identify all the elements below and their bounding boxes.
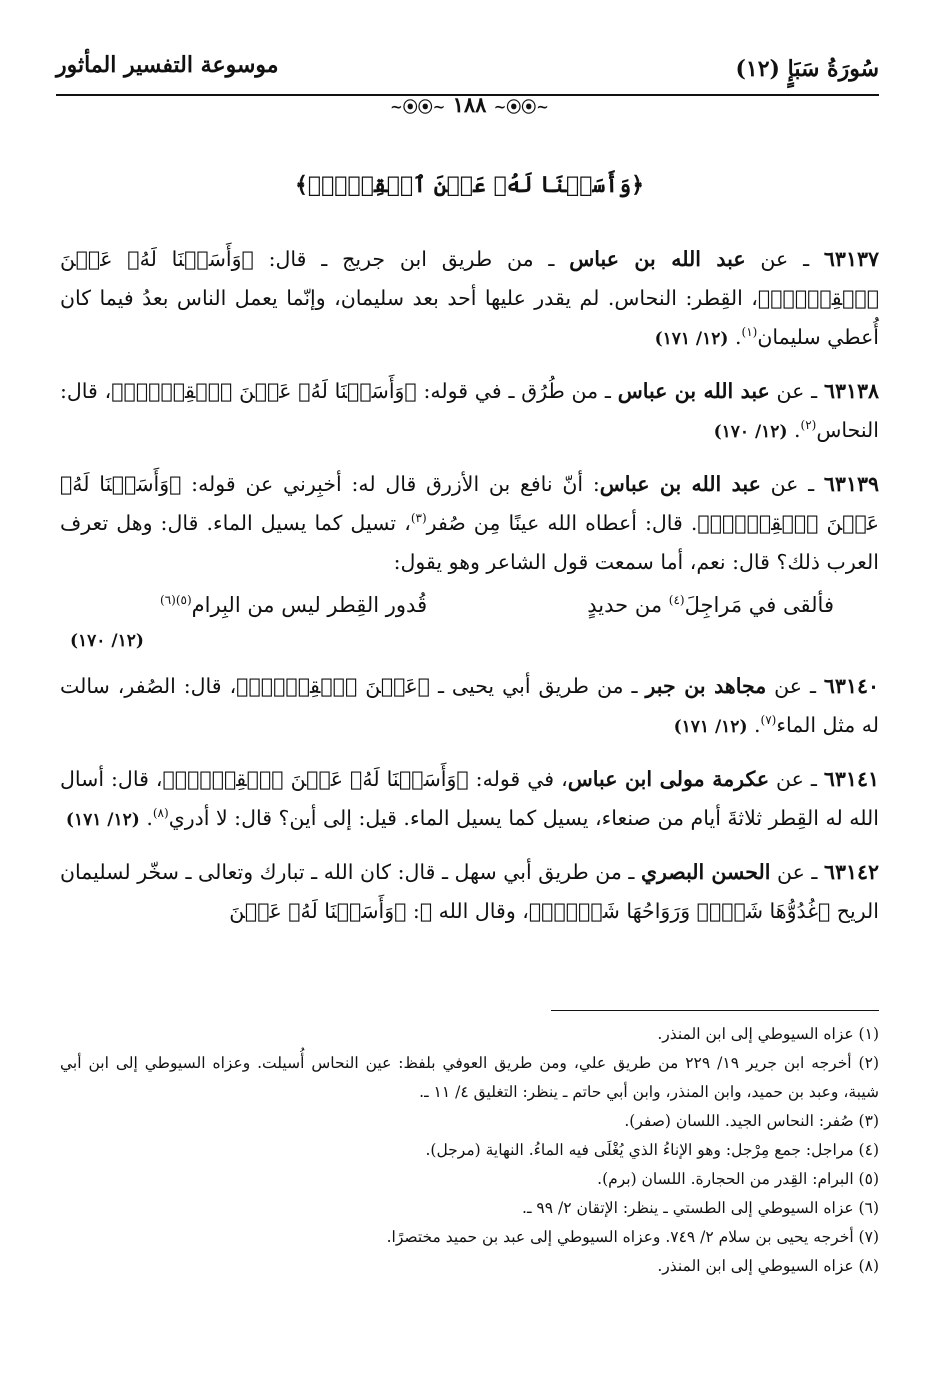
page-number-row [0, 92, 939, 117]
entry-text: . [787, 418, 801, 442]
footnote-rule [551, 1010, 879, 1011]
entry-number: ٦٣١٣٨ [823, 379, 879, 403]
entry-text: . [747, 713, 761, 737]
entry-text: : أنّ نافع بن الأزرق قال له: أخبِرني عن قوله: ﴿وَأَسَلۡنَا لَهُۥ عَيۡنَ ٱلۡقِطۡرِۖ﴾. قال: أعطاه الله عينًا مِن صُفر [60, 472, 879, 535]
footnote-5: (٥) البرام: القِدر من الحجارة. اللسان (برم). [597, 1170, 879, 1188]
entry-63137 [60, 240, 879, 359]
entry-text: . [728, 325, 742, 349]
footnote-marker: (١) [741, 325, 758, 340]
narrator-name: مجاهد بن جبر [645, 674, 767, 698]
narrator-name: عبد الله بن عباس [569, 247, 746, 271]
main-text [60, 240, 879, 946]
entry-text: ـ من طريق أبي يحيى ـ ﴿عَيۡنَ ٱلۡقِطۡرِۖ﴾، قال: الصُفر، سالت له مثل الماء [60, 674, 879, 737]
footnote-3: (٣) صُفر: النحاس الجيد. اللسان (صفر). [624, 1112, 879, 1130]
entry-text: ـ عن [766, 674, 824, 698]
footnotes [60, 1020, 879, 1281]
entry-number: ٦٣١٣٧ [823, 247, 879, 271]
footnote-marker: (٤) [668, 593, 685, 607]
entry-63140 [60, 667, 879, 747]
poem-second-hemistich [160, 586, 427, 625]
entry-text: ـ عن [770, 860, 824, 884]
entry-text: ـ من طريق أبي سهل ـ قال: كان الله ـ تبارك وتعالى ـ سخّر لسليمان الريح ﴿غُدُوُّهَا شَهۡرٞ وَرَوَاحُهَا شَهۡرٞۖ﴾، وقال الله ﷻ: ﴿وَأَسَلۡنَا لَهُۥ عَيۡنَ [60, 860, 879, 923]
entry-number: ٦٣١٣٩ [823, 472, 879, 496]
surah-title: سُورَةُ سَبَإٍ (١٢) [735, 56, 879, 82]
poem-text: قُدور القِطر ليس من البِرام [191, 593, 428, 617]
poem-text: من حديدٍ [587, 593, 669, 617]
footnote-marker: (٧) [760, 713, 777, 728]
entry-text: ـ عن [745, 247, 824, 271]
footnote-6: (٦) عزاه السيوطي إلى الطستي ـ ينظر: الإتقان ٢/ ٩٩ ـ. [522, 1199, 879, 1217]
footnote-8: (٨) عزاه السيوطي إلى ابن المنذر. [657, 1257, 879, 1275]
book-title: موسوعة التفسير المأثور [56, 52, 279, 78]
footnote-4: (٤) مراجل: جمع مِرْجل: وهو الإناءُ الذي يُغْلَى فيه الماءُ. النهاية (مرجل). [425, 1141, 879, 1159]
entry-63142 [60, 853, 879, 933]
entry-text: ـ عن [769, 379, 824, 403]
entry-number: ٦٣١٤٢ [823, 860, 879, 884]
entry-text: ـ عن [769, 767, 824, 791]
narrator-name: عبد الله بن عباس [599, 472, 761, 496]
narrator-name: عبد الله بن عباس [617, 379, 770, 403]
footnote-marker: (٢) [800, 418, 817, 433]
footnote-marker: (٣) [410, 511, 427, 526]
volume-reference: (١٢/ ١٧١) [65, 810, 140, 830]
volume-reference: (١٢/ ١٧١) [673, 717, 748, 737]
entry-text: ـ من طُرُق ـ في قوله: ﴿وَأَسَلۡنَا لَهُۥ عَيۡنَ ٱلۡقِطۡرِۖ﴾، قال: النحاس [60, 379, 879, 442]
entry-text: ، تسيل كما يسيل الماء. قال: وهل تعرف العرب ذلك؟ قال: نعم، أما سمعت قول الشاعر وهو يقول: [60, 511, 879, 574]
entry-text: ـ من طريق ابن جريج ـ قال: ﴿وَأَسَلۡنَا لَهُۥ عَيۡنَ ٱلۡقِطۡرِۖ﴾، القِطر: النحاس. لم يقدر عليها أحد بعد سليمان، وإنّما يعمل الناس بعدُ فيما كان أُعطي سليمان [60, 247, 879, 349]
volume-reference: (١٢/ ١٧٠) [713, 422, 788, 442]
volume-reference: (١٢/ ١٧١) [654, 329, 729, 349]
poem-verse [60, 586, 879, 628]
footnote-marker: (٥)(٦) [160, 593, 192, 607]
narrator-name: عكرمة مولى ابن عباس [567, 767, 770, 791]
ornament-left-icon: ~⦿⦿~ [390, 98, 446, 116]
ornament-right-icon: ~⦿⦿~ [493, 98, 549, 116]
entry-number: ٦٣١٤٠ [823, 674, 879, 698]
page-number: ١٨٨ [452, 92, 487, 117]
verse-heading: ﴿وَأَسَلۡنَا لَهُۥ عَيۡنَ ٱلۡقِطۡرِۖ﴾ [295, 172, 644, 198]
entry-number: ٦٣١٤١ [823, 767, 879, 791]
footnote-1: (١) عزاه السيوطي إلى ابن المنذر. [657, 1025, 879, 1043]
footnote-7: (٧) أخرجه يحيى بن سلام ٢/ ٧٤٩. وعزاه السيوطي إلى عبد بن حميد مختصرًا. [386, 1228, 879, 1246]
narrator-name: الحسن البصري [640, 860, 771, 884]
poem-first-hemistich [587, 586, 834, 625]
entry-63138 [60, 372, 879, 452]
volume-reference: (١٢/ ١٧٠) [70, 631, 144, 651]
entry-63141 [60, 760, 879, 840]
poem-text: فألقى في مَراجِلَ [684, 593, 834, 617]
entry-text: ، في قوله: ﴿وَأَسَلۡنَا لَهُۥ عَيۡنَ ٱلۡقِطۡرِۖ﴾، قال: أسال الله له القِطر ثلاثةَ أيام من صنعاء، يسيل كما يسيل الماء. قيل: إلى أين؟ قال: لا أدري [60, 767, 879, 830]
entry-paragraph [60, 465, 879, 582]
entry-63139 [60, 465, 879, 654]
entry-text: ـ عن [760, 472, 824, 496]
footnote-marker: (٨) [152, 806, 169, 821]
footnote-2: (٢) أخرجه ابن جرير ١٩/ ٢٢٩ من طريق علي، ومن طريق العوفي بلفظ: عين النحاس أُسيلت. وعزاه السيوطي إلى ابن أبي شيبة، وعبد بن حميد، وابن المنذر، وابن أبي حاتم ـ ينظر: التغليق ٤/ ١١ ـ. [60, 1054, 879, 1101]
entry-text: . [139, 806, 153, 830]
